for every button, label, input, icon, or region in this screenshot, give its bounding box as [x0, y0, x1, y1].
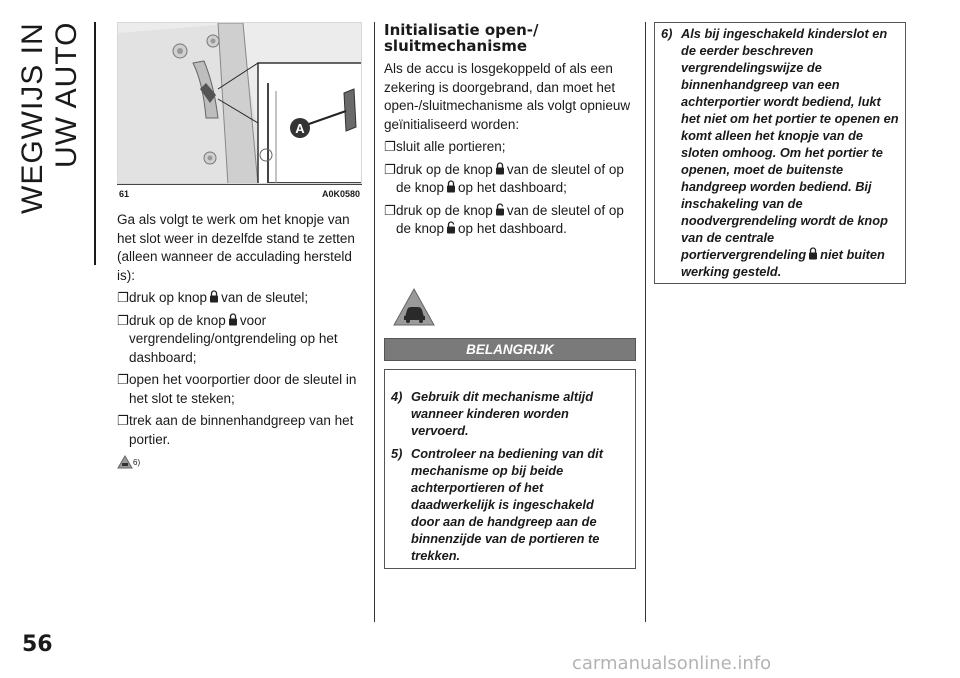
step-text: van de sleutel of op de knop — [396, 161, 624, 195]
note-text: niet buiten werking gesteld. — [681, 247, 885, 279]
col1-intro: Ga als volgt te werk om het knopje van het slot weer in dezelfde stand te zetten (alleen wanneer de acculading hersteld is): — [117, 212, 355, 283]
door-lock-illustration — [118, 23, 362, 184]
checkbox-bullet-icon: ❐ — [384, 161, 396, 177]
col1-step-4 — [117, 412, 365, 449]
note-4 — [391, 388, 625, 439]
step-text: van de sleutel; — [221, 290, 309, 305]
warning-triangle-icon — [117, 455, 133, 469]
col2-step-2 — [384, 161, 636, 198]
step-text: trek aan de binnenhandgreep van het portier. — [129, 413, 354, 447]
lock-icon — [228, 313, 238, 326]
col1-step-2 — [117, 312, 365, 368]
section-side-title: WEGWIJS IN UW AUTO — [16, 22, 83, 214]
lock-icon — [446, 180, 456, 193]
door-lock-figure — [117, 22, 362, 184]
step-text: druk op de knop — [129, 312, 226, 328]
step-text: op het dashboard; — [458, 180, 567, 195]
note-6-box — [654, 22, 906, 284]
side-rule — [94, 22, 96, 265]
lock-icon — [808, 247, 818, 260]
important-notes-box — [384, 369, 636, 569]
lock-icon — [495, 162, 505, 175]
step-text: voor vergrendeling/ontgrendeling op het dashboard; — [129, 312, 338, 365]
col1-step-3 — [117, 371, 365, 408]
col1-reference-note — [117, 455, 365, 469]
unlock-icon — [495, 203, 505, 216]
step-text: druk op knop — [129, 290, 208, 305]
unlock-icon — [446, 221, 456, 234]
section-heading: Initialisatie open-/ sluitmechanisme — [384, 21, 539, 55]
step-text: druk op de knop — [396, 202, 493, 218]
figure-number: 61 — [119, 189, 130, 199]
watermark: carmanualsonline.info — [572, 653, 772, 674]
note-5 — [391, 445, 625, 564]
note-number: 5) — [391, 445, 403, 461]
column-1 — [117, 22, 365, 469]
step-text: open het voorportier door de sleutel in het slot te steken; — [129, 372, 357, 406]
note-number: 4) — [391, 388, 403, 404]
step-text: van de sleutel of op de knop — [396, 202, 624, 236]
checkbox-bullet-icon: ❐ — [117, 312, 129, 328]
note-text: Als bij ingeschakeld kinderslot en de eerder beschreven vergrendelingswijze de binnenhandgreep van een achterportier wordt bediend, lukt het niet om het portier te openen en komt alleen het knopje van de sloten omhoog. Om het portier te openen, moet de buitenste handgreep worden bediend. Bij inschakeling van de noodvergrendeling wordt de knop van de centrale portiervergrendeling — [681, 26, 899, 262]
col2-step-1 — [384, 138, 636, 157]
figure-label-a: A — [295, 121, 305, 136]
note-text: Controleer na bediening van dit mechanisme op bij beide achterportieren of het daadwerkelijk is ingeschakeld door aan de handgreep aan de binnenzijde van de portieren te trekken. — [411, 445, 603, 563]
col2-intro: Als de accu is losgekoppeld of als een zekering is doorgebrand, dan moet het open-/sluitmechanisme als volgt opnieuw geïnitialiseerd worden: — [384, 61, 631, 132]
important-banner: BELANGRIJK — [384, 338, 636, 361]
col2-step-3 — [384, 202, 636, 239]
figure-caption — [117, 184, 362, 199]
checkbox-bullet-icon: ❐ — [117, 290, 129, 305]
page-number: 56 — [22, 632, 53, 657]
checkbox-bullet-icon: ❐ — [117, 413, 129, 428]
car-warning-icon — [392, 287, 436, 327]
column-divider-1 — [374, 22, 375, 622]
lock-icon — [209, 290, 219, 303]
figure-code: A0K0580 — [321, 189, 360, 199]
step-text: sluit alle portieren; — [396, 139, 506, 154]
note-6 — [661, 25, 899, 280]
checkbox-bullet-icon: ❐ — [384, 202, 396, 218]
col1-step-1 — [117, 289, 365, 308]
column-2 — [384, 22, 636, 569]
step-text: op het dashboard. — [458, 221, 567, 236]
checkbox-bullet-icon: ❐ — [117, 372, 129, 387]
note-text: Gebruik dit mechanisme altijd wanneer kinderen worden vervoerd. — [411, 388, 594, 438]
reference-number: 6) — [133, 457, 141, 467]
note-number: 6) — [661, 26, 673, 41]
column-divider-2 — [645, 22, 646, 622]
step-text: druk op de knop — [396, 161, 493, 177]
checkbox-bullet-icon: ❐ — [384, 139, 396, 154]
